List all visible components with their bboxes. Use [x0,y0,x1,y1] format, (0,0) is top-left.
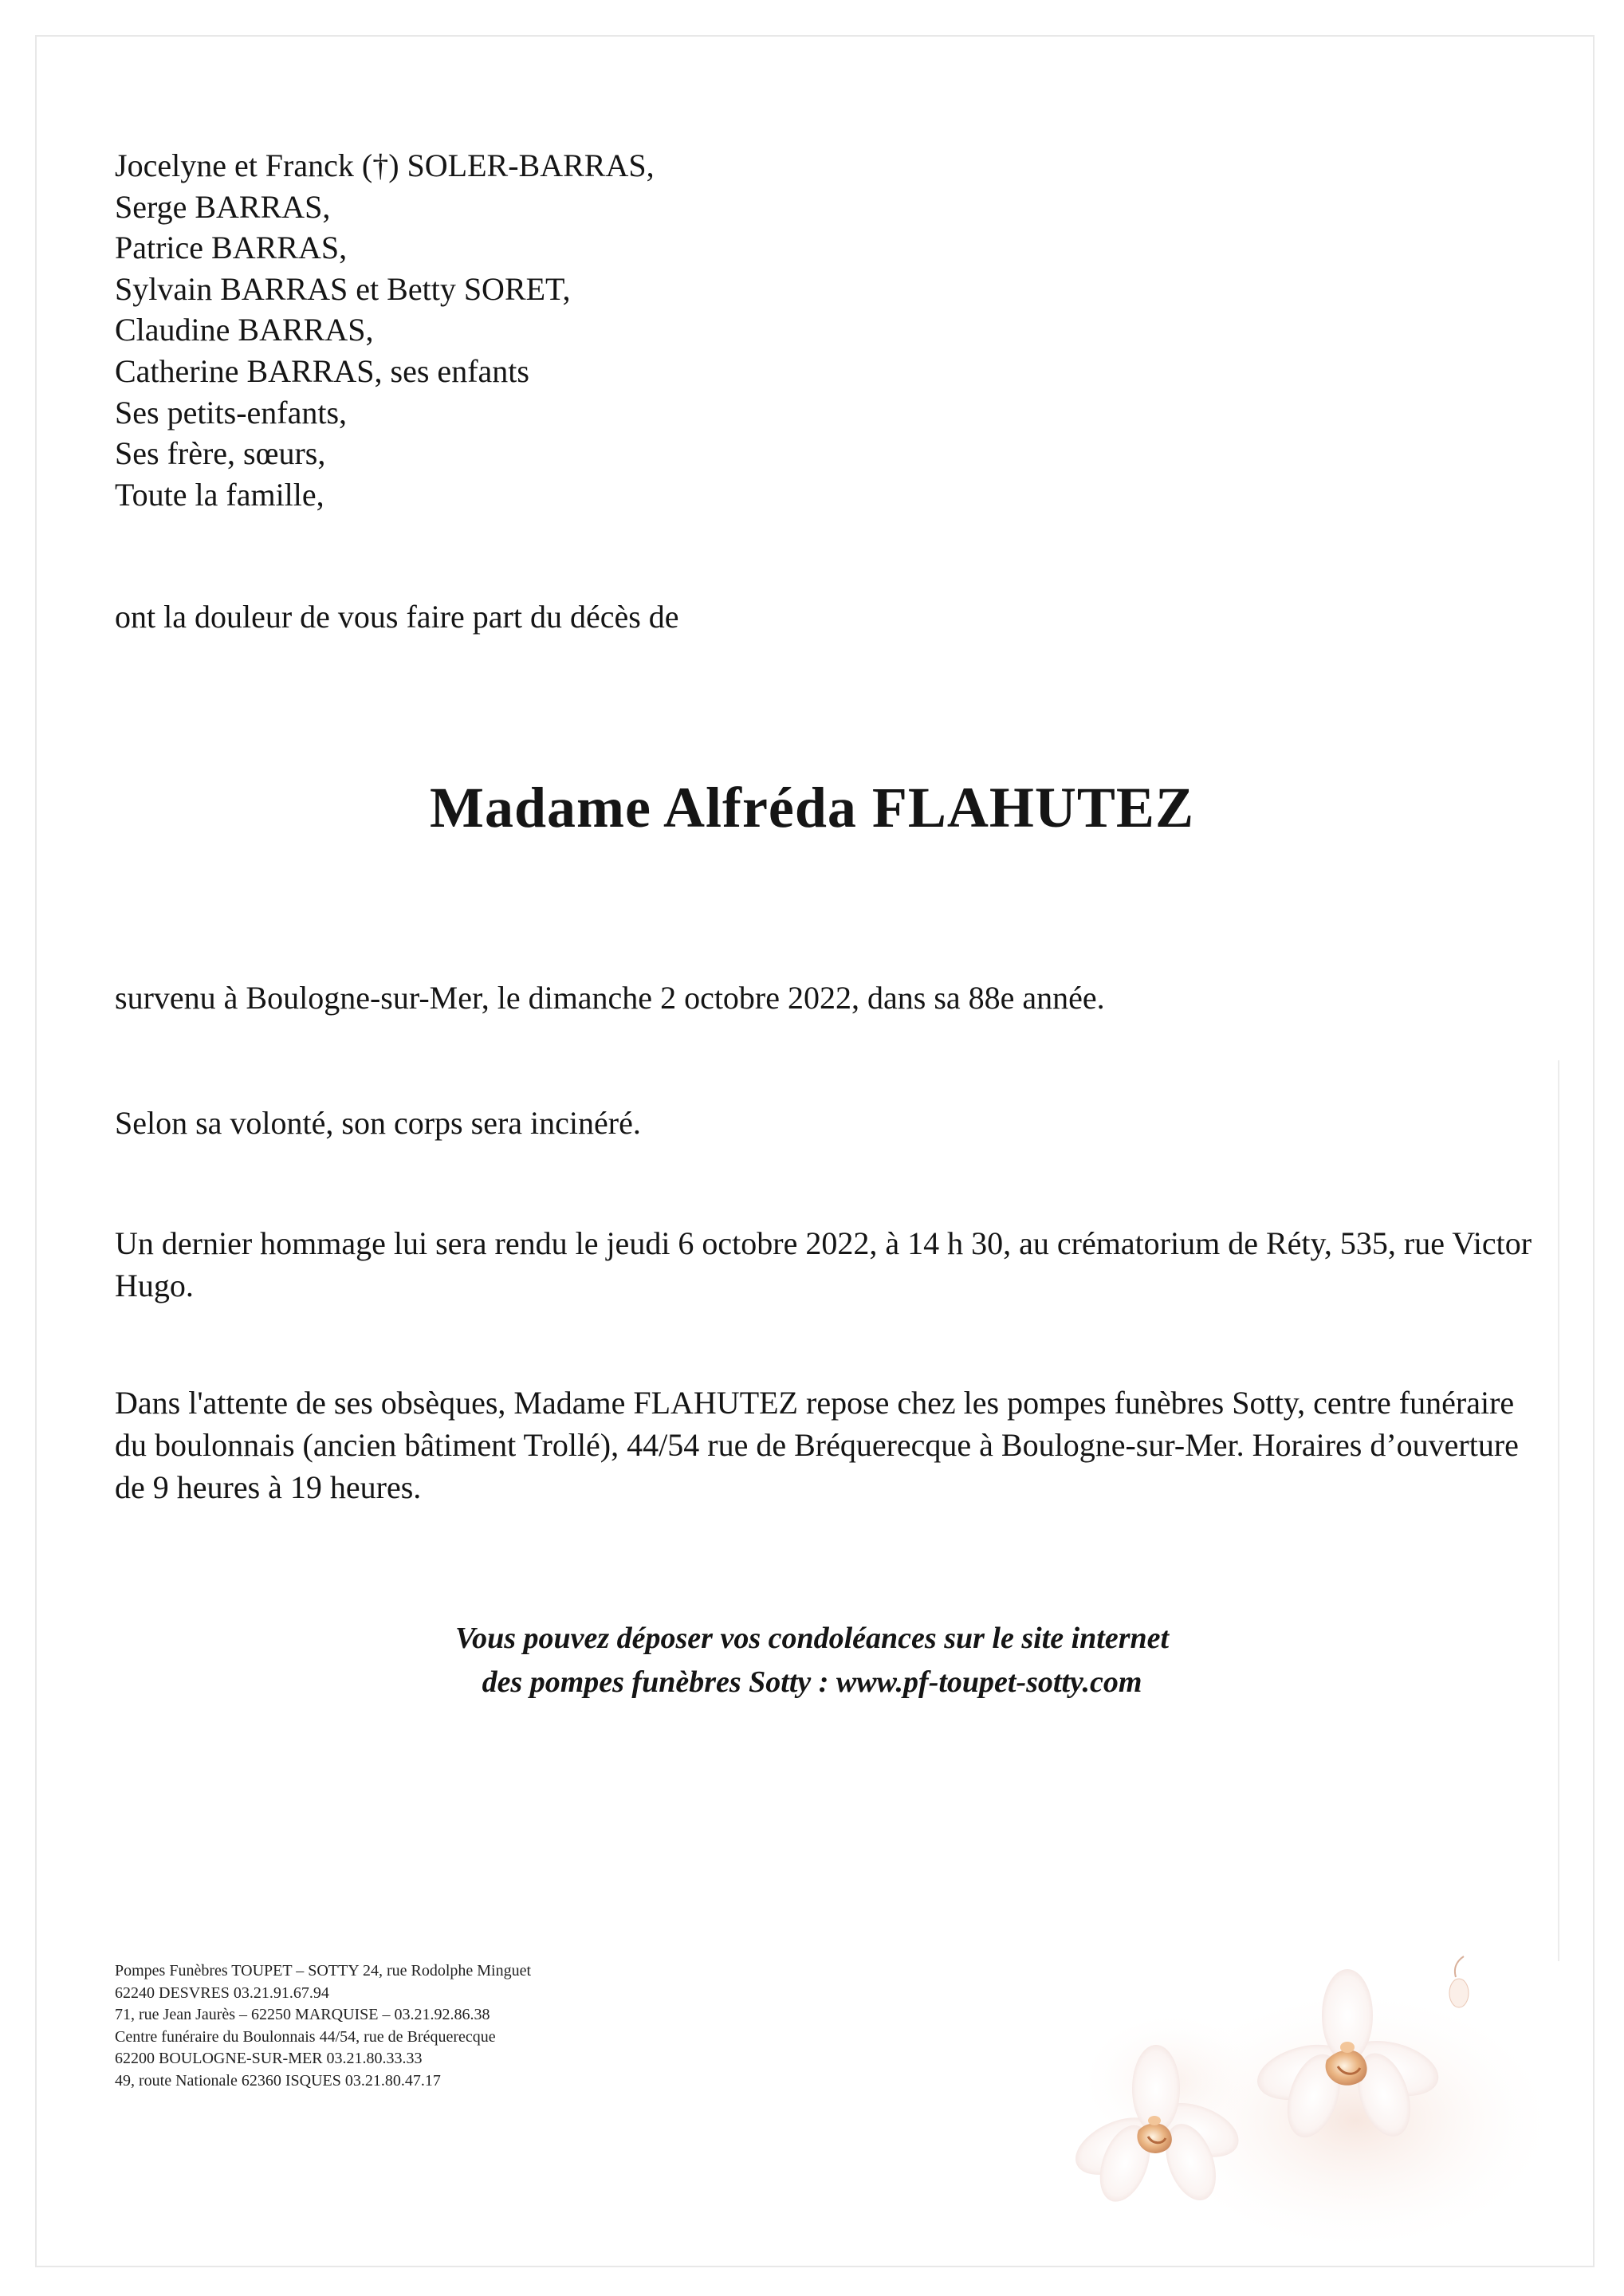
family-list [115,145,655,515]
funeral-home-addresses [115,1960,531,2092]
family-line: Ses frère, sœurs, [115,435,326,472]
margin-rule [1558,1060,1559,1961]
orchid-flowers-image [1044,1945,1555,2248]
tribute-details: Un dernier hommage lui sera rendu le jeudi 6 octobre 2022, à 14 h 30, au crématorium de Réty, 535, rue Victor Hugo. [115,1225,1532,1303]
family-line: Claudine BARRAS, [115,312,374,348]
family-line: Catherine BARRAS, ses enfants [115,352,529,389]
condolences-notice [0,1617,1624,1704]
family-line: Patrice BARRAS, [115,230,348,266]
family-line: Jocelyne et Franck (†) SOLER-BARRAS, [115,147,655,183]
death-details: survenu à Boulogne-sur-Mer, le dimanche 2 octobre 2022, dans sa 88e année. [115,980,1105,1016]
family-line: Toute la famille, [115,476,324,513]
family-line: Ses petits-enfants, [115,394,348,431]
footer-line: 71, rue Jean Jaurès – 62250 MARQUISE – 03.21.92.86.38 [115,2006,490,2023]
cremation-note: Selon sa volonté, son corps sera incinéré. [115,1105,641,1141]
resting-place-details: Dans l'attente de ses obsèques, Madame FLAHUTEZ repose chez les pompes funèbres Sotty, centre funéraire du boulonnais (ancien bâtiment Trollé), 44/54 rue de Bréquerecque à Boulogne-sur-Mer. Horaires d’ouverture de 9 heures à 19 heures. [115,1385,1519,1505]
condolences-line-1: Vous pouvez déposer vos condoléances sur le site internet [454,1622,1170,1655]
family-line: Serge BARRAS, [115,188,331,225]
footer-line: Pompes Funèbres TOUPET – SOTTY 24, rue Rodolphe Minguet [115,1962,532,1980]
footer-line: 62240 DESVRES 03.21.91.67.94 [115,1983,329,2002]
footer-line: 62200 BOULOGNE-SUR-MER 03.21.80.33.33 [115,2050,423,2067]
condolences-line-2: des pompes funèbres Sotty : www.pf-toupet-sotty.com [482,1665,1142,1699]
orchid-bud [1449,1956,1469,2007]
family-line: Sylvain BARRAS et Betty SORET, [115,270,571,307]
deceased-name: Madame Alfréda FLAHUTEZ [430,776,1194,839]
footer-line: 49, route Nationale 62360 ISQUES 03.21.80.47.17 [115,2071,441,2090]
footer-line: Centre funéraire du Boulonnais 44/54, rue de Bréquerecque [115,2027,496,2046]
announcement-text: ont la douleur de vous faire part du décès de [115,599,679,635]
